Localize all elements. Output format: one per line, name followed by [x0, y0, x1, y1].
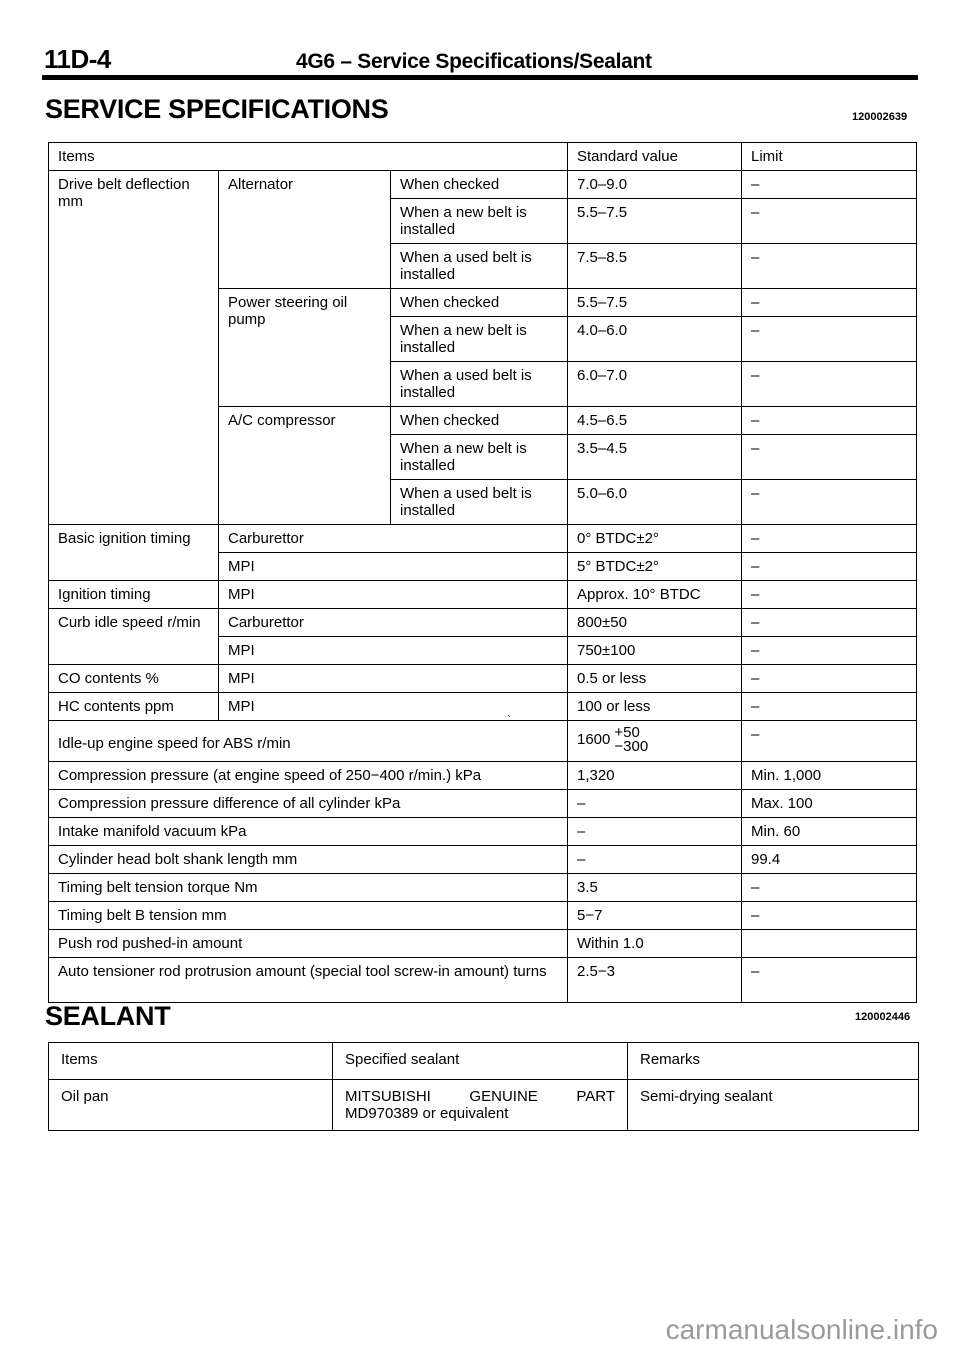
standard-cell: 800±50 [568, 609, 742, 637]
condition-cell: When a new belt is installed [391, 199, 568, 244]
standard-cell: Within 1.0 [568, 930, 742, 958]
condition-cell: When a used belt is installed [391, 244, 568, 289]
standard-cell: 4.0–6.0 [568, 317, 742, 362]
idle-up-minus: −300 [614, 738, 649, 755]
limit-cell: – [742, 289, 917, 317]
table-row [49, 846, 917, 874]
header-items: Items [49, 143, 568, 171]
condition-cell: When a used belt is installed [391, 362, 568, 407]
table-row [49, 958, 917, 1003]
sealant-line-2: MD970389 or equivalent [345, 1105, 509, 1122]
idle-up-value [568, 721, 742, 762]
condition-cell: Carburettor [219, 609, 568, 637]
item-cell: Compression pressure (at engine speed of 250−400 r/min.) kPa [49, 762, 568, 790]
table-row [49, 1080, 919, 1131]
limit-cell: – [742, 480, 917, 525]
standard-cell: 5.0–6.0 [568, 480, 742, 525]
page-code: 11D-4 [44, 44, 111, 74]
table-row [49, 609, 917, 637]
table-row [49, 171, 917, 199]
table-row [49, 818, 917, 846]
standard-cell: – [568, 846, 742, 874]
standard-cell: 5° BTDC±2° [568, 553, 742, 581]
item-cell: Cylinder head bolt shank length mm [49, 846, 568, 874]
limit-cell [742, 930, 917, 958]
idle-up-label: Idle-up engine speed for ABS r/min [49, 721, 568, 762]
limit-cell: – [742, 362, 917, 407]
ps-pump-label: Power steering oil pump [219, 289, 391, 407]
item-cell: Oil pan [49, 1080, 333, 1131]
standard-cell: 5−7 [568, 902, 742, 930]
standard-cell: 3.5 [568, 874, 742, 902]
condition-cell: When checked [391, 407, 568, 435]
table-row [49, 790, 917, 818]
table-row [49, 665, 917, 693]
page-title: 4G6 – Service Specifications/Sealant [296, 50, 652, 73]
limit-cell: Min. 1,000 [742, 762, 917, 790]
header-remarks: Remarks [628, 1043, 919, 1080]
condition-cell: When checked [391, 289, 568, 317]
idle-up-base: 1600 [577, 730, 611, 748]
table-row [49, 525, 917, 553]
table-row [49, 762, 917, 790]
limit-cell: Min. 60 [742, 818, 917, 846]
condition-cell: MPI [219, 665, 568, 693]
limit-cell: – [742, 693, 917, 721]
header-standard: Standard value [568, 143, 742, 171]
limit-cell: – [742, 244, 917, 289]
limit-cell: – [742, 721, 917, 762]
limit-cell: – [742, 874, 917, 902]
limit-cell: – [742, 958, 917, 1003]
standard-cell: 5.5–7.5 [568, 289, 742, 317]
condition-cell: When a new belt is installed [391, 435, 568, 480]
standard-cell: 100 or less [568, 693, 742, 721]
basic-ignition-label: Basic ignition timing [49, 525, 219, 581]
idle-up-tolerance [614, 726, 648, 754]
service-spec-heading: SERVICE SPECIFICATIONS [45, 94, 389, 124]
standard-cell: 3.5–4.5 [568, 435, 742, 480]
condition-cell: MPI [219, 581, 568, 609]
item-cell: Timing belt tension torque Nm [49, 874, 568, 902]
service-spec-table [48, 142, 917, 1003]
table-header-row [49, 1043, 919, 1080]
header-items: Items [49, 1043, 333, 1080]
item-cell: Push rod pushed-in amount [49, 930, 568, 958]
limit-cell: – [742, 435, 917, 480]
limit-cell: – [742, 171, 917, 199]
table-row [49, 902, 917, 930]
limit-cell: – [742, 525, 917, 553]
limit-cell: – [742, 553, 917, 581]
standard-cell: – [568, 790, 742, 818]
remarks-cell: Semi-drying sealant [628, 1080, 919, 1131]
item-cell: Compression pressure difference of all cylinder kPa [49, 790, 568, 818]
limit-cell: 99.4 [742, 846, 917, 874]
standard-cell: Approx. 10° BTDC [568, 581, 742, 609]
limit-cell: – [742, 317, 917, 362]
condition-cell: MPI [219, 637, 568, 665]
item-cell: Intake manifold vacuum kPa [49, 818, 568, 846]
item-cell: Auto tensioner rod protrusion amount (special tool screw-in amount) turns [49, 958, 568, 1003]
standard-cell: 5.5–7.5 [568, 199, 742, 244]
limit-cell: – [742, 637, 917, 665]
header-rule [42, 75, 918, 80]
condition-cell: MPI [219, 693, 568, 721]
curb-idle-label: Curb idle speed r/min [49, 609, 219, 665]
sealant-heading: SEALANT [45, 1001, 171, 1031]
stray-mark: ` [507, 713, 511, 727]
alternator-label: Alternator [219, 171, 391, 289]
standard-cell: 750±100 [568, 637, 742, 665]
table-row [49, 693, 917, 721]
item-cell: Timing belt B tension mm [49, 902, 568, 930]
service-spec-id: 120002639 [852, 111, 908, 123]
standard-cell: 0.5 or less [568, 665, 742, 693]
table-row [49, 874, 917, 902]
limit-cell: – [742, 407, 917, 435]
standard-cell: 0° BTDC±2° [568, 525, 742, 553]
limit-cell: – [742, 665, 917, 693]
condition-cell: When checked [391, 171, 568, 199]
limit-cell: – [742, 581, 917, 609]
table-header-row [49, 143, 917, 171]
ac-compressor-label: A/C compressor [219, 407, 391, 525]
standard-cell: 7.5–8.5 [568, 244, 742, 289]
sealant-line-1: MITSUBISHI GENUINE PART [345, 1088, 615, 1105]
header-specified-sealant: Specified sealant [333, 1043, 628, 1080]
sealant-id: 120002446 [855, 1011, 911, 1023]
condition-cell: When a used belt is installed [391, 480, 568, 525]
idle-up-plus: +50 [614, 724, 640, 741]
ignition-timing-label: Ignition timing [49, 581, 219, 609]
table-row [49, 581, 917, 609]
standard-cell: 2.5−3 [568, 958, 742, 1003]
standard-cell: 4.5–6.5 [568, 407, 742, 435]
co-label: CO contents % [49, 665, 219, 693]
sealant-table [48, 1042, 919, 1131]
drive-belt-label: Drive belt deflection mm [49, 171, 219, 525]
table-row [49, 721, 917, 762]
standard-cell: 1,320 [568, 762, 742, 790]
limit-cell: – [742, 609, 917, 637]
condition-cell: Carburettor [219, 525, 568, 553]
standard-cell: 7.0–9.0 [568, 171, 742, 199]
limit-cell: – [742, 199, 917, 244]
table-row [49, 930, 917, 958]
hc-label: HC contents ppm [49, 693, 219, 721]
condition-cell: MPI [219, 553, 568, 581]
sealant-cell [333, 1080, 628, 1131]
limit-cell: Max. 100 [742, 790, 917, 818]
condition-cell: When a new belt is installed [391, 317, 568, 362]
limit-cell: – [742, 902, 917, 930]
standard-cell: – [568, 818, 742, 846]
standard-cell: 6.0–7.0 [568, 362, 742, 407]
header-limit: Limit [742, 143, 917, 171]
watermark: carmanualsonline.info [665, 1314, 938, 1345]
